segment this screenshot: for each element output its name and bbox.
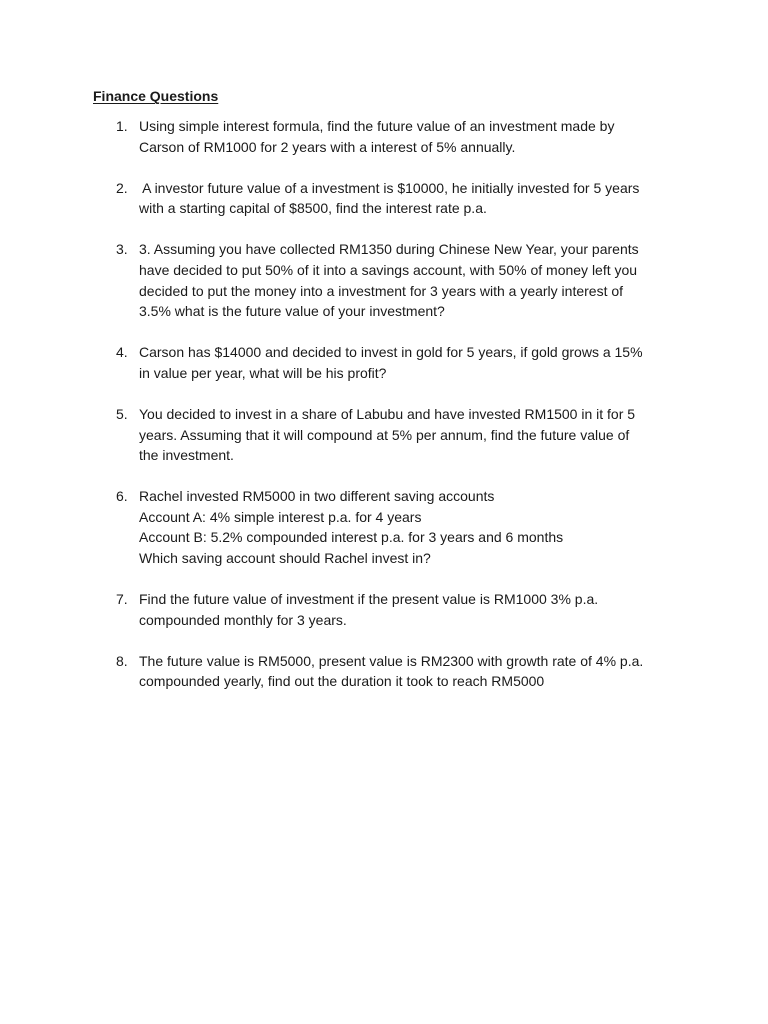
question-line: Carson of RM1000 for 2 years with a interest of 5% annually. [139, 138, 516, 155]
question-number: 6. [116, 488, 128, 505]
question-line: Which saving account should Rachel invest in? [139, 550, 431, 566]
question-item-8 [0, 651, 768, 692]
question-number: 3. [116, 241, 128, 258]
question-line: decided to put the money into a investment for 3 years with a yearly interest of [139, 282, 624, 299]
question-number: 5. [116, 405, 128, 422]
question-text [139, 116, 674, 157]
question-list [0, 116, 768, 712]
question-number: 4. [116, 344, 128, 361]
question-text [139, 404, 674, 466]
question-text [139, 651, 674, 692]
question-line: Account A: 4% simple interest p.a. for 4 years [139, 508, 422, 525]
question-line: 3.5% what is the future value of your investment? [139, 303, 445, 320]
question-line: Rachel invested RM5000 in two different saving accounts [139, 488, 495, 505]
question-item-2 [0, 178, 768, 219]
question-line: A investor future value of a investment is $10000, he initially invested for 5 years [139, 179, 640, 196]
question-line: with a starting capital of $8500, find the interest rate p.a. [139, 200, 487, 217]
question-line: Using simple interest formula, find the future value of an investment made by [139, 118, 615, 134]
question-text [139, 486, 674, 568]
question-number: 8. [116, 652, 128, 669]
question-number: 1. [116, 118, 128, 134]
question-line: The future value is RM5000, present value is RM2300 with growth rate of 4% p.a. [139, 652, 644, 669]
question-line: compounded yearly, find out the duration it took to reach RM5000 [139, 673, 545, 690]
question-line: Carson has $14000 and decided to invest in gold for 5 years, if gold grows a 15% [139, 344, 643, 361]
question-item-6 [0, 486, 768, 568]
question-line: Account B: 5.2% compounded interest p.a. for 3 years and 6 months [139, 529, 564, 546]
question-text [139, 589, 674, 630]
document-title: Finance Questions [93, 88, 219, 104]
question-line: You decided to invest in a share of Labubu and have invested RM1500 in it for 5 [139, 405, 636, 422]
question-number: 7. [116, 591, 128, 608]
question-line: the investment. [139, 447, 234, 464]
question-number: 2. [116, 179, 128, 196]
question-item-3 [0, 239, 768, 321]
question-item-1 [0, 116, 768, 157]
question-item-7 [0, 589, 768, 630]
question-line: Find the future value of investment if the present value is RM1000 3% p.a. [139, 591, 599, 608]
question-line: 3. Assuming you have collected RM1350 during Chinese New Year, your parents [139, 241, 639, 258]
question-line: have decided to put 50% of it into a savings account, with 50% of money left you [139, 261, 638, 278]
question-line: compounded monthly for 3 years. [139, 611, 347, 628]
question-item-5 [0, 404, 768, 466]
question-item-4 [0, 342, 768, 383]
question-line: in value per year, what will be his profit? [139, 364, 387, 381]
question-line: years. Assuming that it will compound at 5% per annum, find the future value of [139, 426, 630, 443]
question-text [139, 178, 674, 219]
question-text [139, 239, 674, 321]
question-text [139, 342, 674, 383]
